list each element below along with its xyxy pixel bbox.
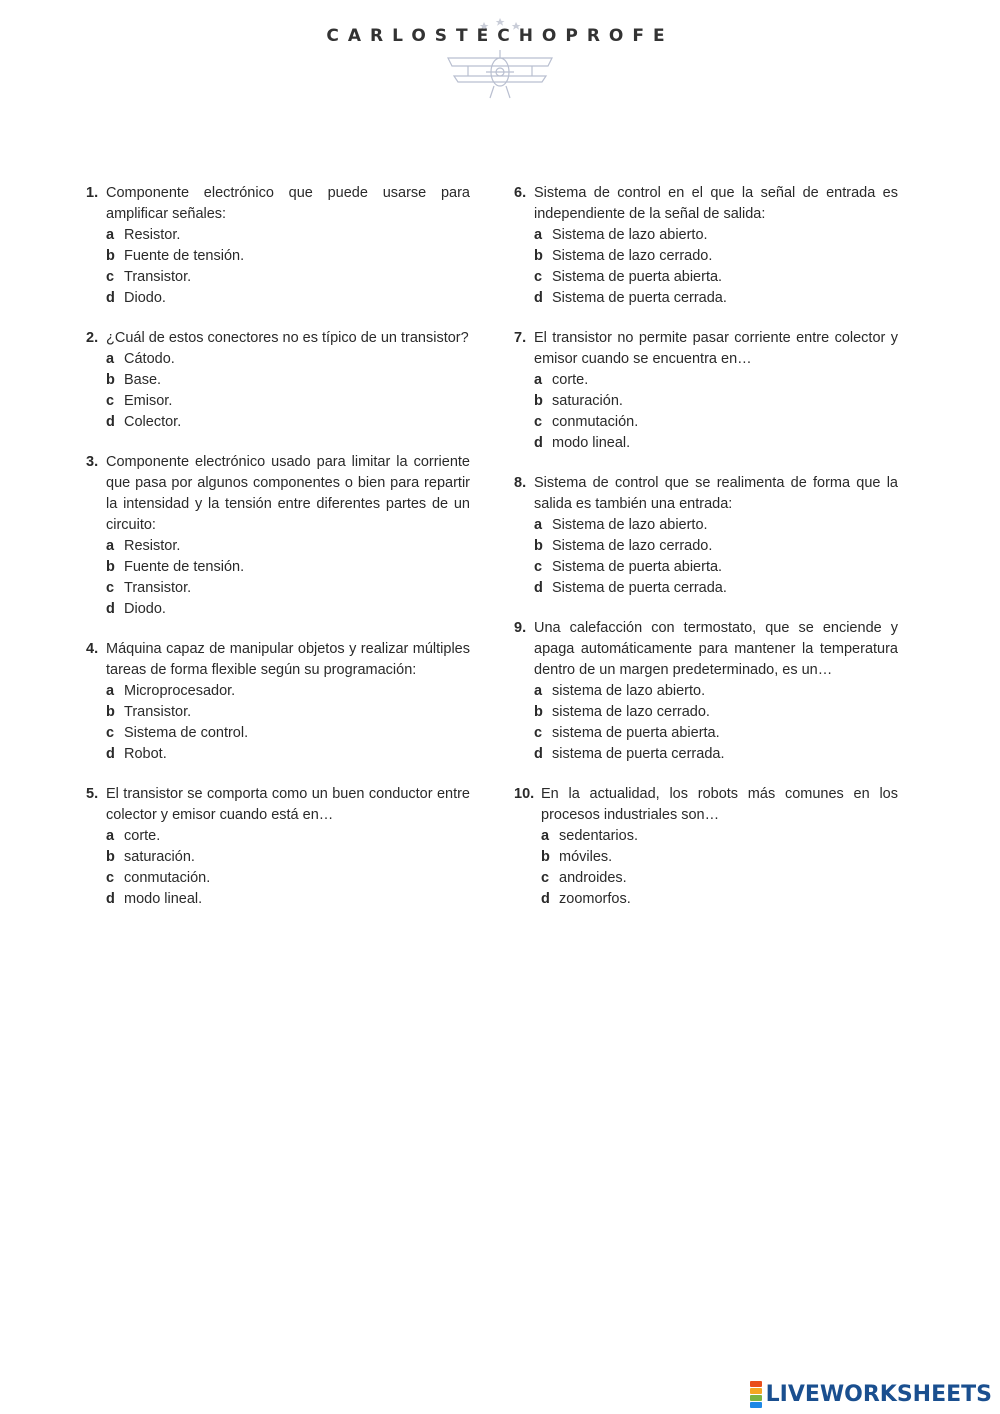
option-text: saturación.	[124, 849, 195, 865]
option-list	[534, 225, 898, 309]
question-text: Componente electrónico que puede usarse para amplificar señales:	[106, 185, 470, 222]
option-text: Microprocesador.	[124, 683, 236, 699]
option-d[interactable]	[534, 433, 898, 454]
option-d[interactable]	[534, 744, 898, 765]
question-3	[86, 452, 470, 620]
option-text: corte.	[124, 828, 161, 844]
question-text: El transistor no permite pasar corriente entre colector y emisor cuando se encuentra en…	[534, 330, 898, 367]
question-text: ¿Cuál de estos conectores no es típico de un transistor?	[106, 330, 469, 346]
option-letter: a	[534, 372, 543, 388]
option-text: Sistema de puerta abierta.	[552, 269, 723, 285]
option-d[interactable]	[534, 578, 898, 599]
liveworksheets-logo-icon	[750, 1381, 762, 1408]
option-d[interactable]	[541, 889, 898, 910]
option-text: Robot.	[124, 746, 167, 762]
option-text: Fuente de tensión.	[124, 559, 245, 575]
option-letter: a	[534, 683, 543, 699]
option-letter: d	[106, 601, 115, 617]
option-letter: b	[534, 704, 543, 720]
option-letter: d	[534, 746, 543, 762]
option-list	[106, 681, 470, 765]
question-number: 4.	[86, 641, 99, 657]
logo-stripe	[750, 1388, 762, 1394]
question-6	[514, 183, 898, 309]
question-1	[86, 183, 470, 309]
option-b[interactable]	[106, 702, 470, 723]
option-b[interactable]	[534, 391, 898, 412]
option-text: modo lineal.	[124, 891, 203, 907]
option-letter: b	[106, 372, 115, 388]
option-list	[534, 681, 898, 765]
option-letter: c	[106, 393, 115, 409]
option-letter: c	[106, 725, 115, 741]
option-text: Transistor.	[124, 704, 192, 720]
option-c[interactable]	[534, 723, 898, 744]
option-letter: d	[541, 891, 550, 907]
option-letter: b	[534, 538, 543, 554]
option-text: Sistema de control.	[124, 725, 249, 741]
option-b[interactable]	[106, 246, 470, 267]
option-list	[106, 349, 470, 433]
option-list	[106, 536, 470, 620]
question-number: 8.	[514, 475, 527, 491]
question-text: Componente electrónico usado para limitar la corriente que pasa por algunos componentes o bien para repartir la intensidad y la tensión entre diferentes partes de un circuito:	[106, 454, 470, 533]
option-letter: d	[534, 435, 543, 451]
option-d[interactable]	[106, 889, 470, 910]
option-b[interactable]	[106, 370, 470, 391]
option-text: Transistor.	[124, 580, 192, 596]
option-letter: b	[106, 559, 115, 575]
question-number: 2.	[86, 330, 99, 346]
option-letter: c	[106, 580, 115, 596]
option-letter: d	[106, 891, 115, 907]
option-text: Resistor.	[124, 227, 181, 243]
option-b[interactable]	[534, 246, 898, 267]
option-text: sistema de puerta abierta.	[552, 725, 720, 741]
page-header	[0, 0, 1000, 110]
question-8	[514, 473, 898, 599]
option-text: Sistema de lazo abierto.	[552, 517, 708, 533]
option-list	[106, 826, 470, 910]
option-letter: a	[106, 828, 115, 844]
question-number: 10.	[514, 786, 535, 802]
option-text: Colector.	[124, 414, 182, 430]
option-letter: b	[106, 849, 115, 865]
logo-stripe	[750, 1381, 762, 1387]
questions-left-column	[86, 183, 470, 929]
question-7	[514, 328, 898, 454]
question-text: Sistema de control en el que la señal de entrada es independiente de la señal de salida:	[534, 185, 898, 222]
question-text: Sistema de control que se realimenta de forma que la salida es también una entrada:	[534, 475, 898, 512]
option-text: corte.	[552, 372, 589, 388]
option-text: sistema de lazo abierto.	[552, 683, 706, 699]
option-c[interactable]	[106, 868, 470, 889]
option-a[interactable]	[534, 681, 898, 702]
option-a[interactable]	[106, 826, 470, 847]
option-letter: d	[106, 414, 115, 430]
option-letter: d	[106, 290, 115, 306]
option-text: androides.	[559, 870, 627, 886]
liveworksheets-logo-text: LIVEWORKSHEETS	[765, 1381, 992, 1407]
airplane-logo-icon	[440, 10, 560, 100]
option-c[interactable]	[106, 391, 470, 412]
option-a[interactable]	[541, 826, 898, 847]
option-letter: a	[106, 683, 115, 699]
option-c[interactable]	[106, 578, 470, 599]
question-4	[86, 639, 470, 765]
questions-right-column	[514, 183, 898, 929]
option-d[interactable]	[106, 599, 470, 620]
option-letter: c	[534, 269, 543, 285]
option-text: sistema de puerta cerrada.	[552, 746, 725, 762]
option-c[interactable]	[534, 557, 898, 578]
question-5	[86, 784, 470, 910]
option-text: Cátodo.	[124, 351, 175, 367]
option-a[interactable]	[106, 681, 470, 702]
option-b[interactable]	[106, 847, 470, 868]
option-letter: d	[106, 746, 115, 762]
option-c[interactable]	[106, 723, 470, 744]
question-10	[514, 784, 898, 910]
question-number: 6.	[514, 185, 527, 201]
option-text: Base.	[124, 372, 162, 388]
option-text: conmutación.	[552, 414, 639, 430]
option-text: Sistema de lazo cerrado.	[552, 248, 713, 264]
option-d[interactable]	[106, 744, 470, 765]
question-number: 9.	[514, 620, 527, 636]
question-text: En la actualidad, los robots más comunes en los procesos industriales son…	[541, 786, 898, 823]
option-letter: a	[106, 227, 115, 243]
option-text: Sistema de lazo cerrado.	[552, 538, 713, 554]
question-number: 5.	[86, 786, 99, 802]
option-c[interactable]	[106, 267, 470, 288]
brand-title: CARLOSTECHOPROFE	[326, 26, 674, 46]
option-letter: c	[541, 870, 550, 886]
option-letter: a	[534, 227, 543, 243]
option-text: Sistema de puerta cerrada.	[552, 290, 727, 306]
option-letter: a	[106, 351, 115, 367]
option-letter: d	[534, 290, 543, 306]
option-letter: c	[534, 559, 543, 575]
option-a[interactable]	[106, 349, 470, 370]
option-b[interactable]	[541, 847, 898, 868]
option-letter: b	[106, 248, 115, 264]
logo-stripe	[750, 1395, 762, 1401]
option-text: Diodo.	[124, 290, 166, 306]
option-text: Resistor.	[124, 538, 181, 554]
option-c[interactable]	[541, 868, 898, 889]
question-number: 1.	[86, 185, 99, 201]
option-b[interactable]	[106, 557, 470, 578]
option-c[interactable]	[534, 267, 898, 288]
option-d[interactable]	[106, 288, 470, 309]
option-letter: c	[534, 414, 543, 430]
option-text: Sistema de puerta abierta.	[552, 559, 723, 575]
option-list	[541, 826, 898, 910]
option-letter: b	[534, 393, 543, 409]
option-letter: a	[534, 517, 543, 533]
option-text: sedentarios.	[559, 828, 638, 844]
option-d[interactable]	[106, 412, 470, 433]
option-a[interactable]	[534, 225, 898, 246]
option-list	[534, 515, 898, 599]
question-9	[514, 618, 898, 765]
option-letter: c	[534, 725, 543, 741]
option-text: zoomorfos.	[559, 891, 631, 907]
option-letter: a	[106, 538, 115, 554]
option-text: conmutación.	[124, 870, 211, 886]
option-letter: c	[106, 870, 115, 886]
option-letter: d	[534, 580, 543, 596]
option-c[interactable]	[534, 412, 898, 433]
question-number: 3.	[86, 454, 99, 470]
option-letter: b	[541, 849, 550, 865]
option-letter: b	[106, 704, 115, 720]
option-a[interactable]	[534, 515, 898, 536]
option-text: sistema de lazo cerrado.	[552, 704, 710, 720]
question-text: El transistor se comporta como un buen conductor entre colector y emisor cuando está en…	[106, 786, 470, 823]
question-text: Una calefacción con termostato, que se enciende y apaga automáticamente para mantener la temperatura dentro de un margen predeterminado, es un…	[534, 620, 898, 678]
liveworksheets-footer[interactable]	[750, 1380, 992, 1408]
logo-stripe	[750, 1402, 762, 1408]
option-text: saturación.	[552, 393, 623, 409]
option-letter: a	[541, 828, 550, 844]
question-number: 7.	[514, 330, 527, 346]
option-text: modo lineal.	[552, 435, 631, 451]
option-text: Fuente de tensión.	[124, 248, 245, 264]
option-letter: b	[534, 248, 543, 264]
option-a[interactable]	[106, 225, 470, 246]
option-b[interactable]	[534, 536, 898, 557]
option-list	[534, 370, 898, 454]
question-2	[86, 328, 470, 433]
option-letter: c	[106, 269, 115, 285]
option-a[interactable]	[106, 536, 470, 557]
option-text: Sistema de lazo abierto.	[552, 227, 708, 243]
option-list	[106, 225, 470, 309]
option-d[interactable]	[534, 288, 898, 309]
option-text: Emisor.	[124, 393, 173, 409]
option-a[interactable]	[534, 370, 898, 391]
option-text: Diodo.	[124, 601, 166, 617]
question-text: Máquina capaz de manipular objetos y realizar múltiples tareas de forma flexible según su programación:	[106, 641, 470, 678]
option-b[interactable]	[534, 702, 898, 723]
option-text: Transistor.	[124, 269, 192, 285]
option-text: Sistema de puerta cerrada.	[552, 580, 727, 596]
option-text: móviles.	[559, 849, 613, 865]
